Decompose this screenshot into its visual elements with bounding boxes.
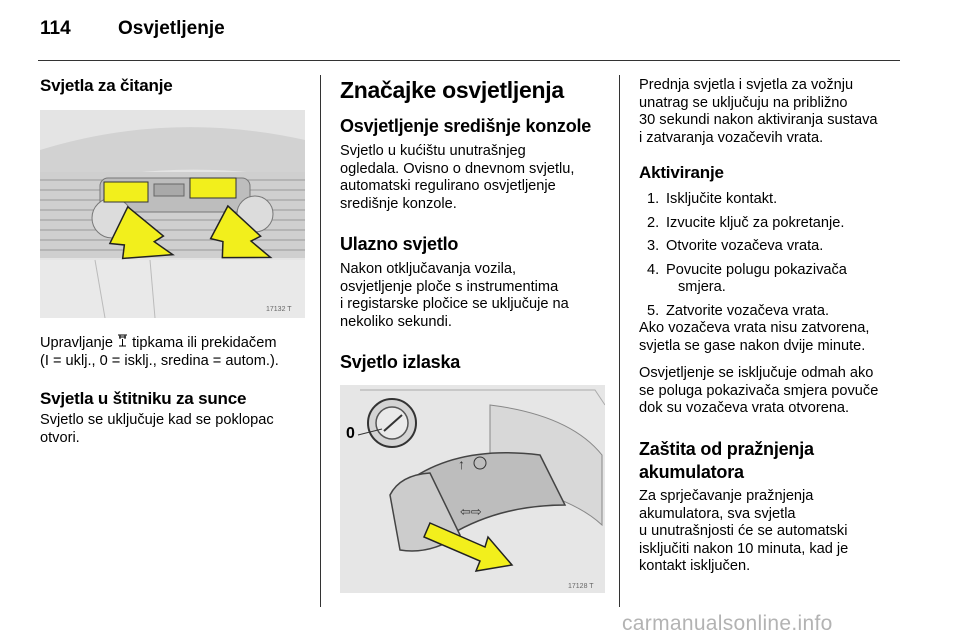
svg-text:↑: ↑ <box>458 456 465 472</box>
text-line: 30 sekundi nakon aktiviranja sustava <box>639 112 878 129</box>
text-line: otvori. <box>40 429 80 446</box>
column-divider-2 <box>619 75 620 607</box>
watermark: carmanualsonline.info <box>622 612 833 635</box>
text-line: Prednja svjetla i svjetla za vožnju <box>639 77 854 93</box>
figure-code: 17128 T <box>568 583 594 590</box>
svg-text:⇦⇨: ⇦⇨ <box>460 504 482 519</box>
heading-line: akumulatora <box>639 462 744 482</box>
text-line: unatrag se uključuju na približno <box>639 94 848 111</box>
heading-lighting-features: Značajke osvjetljenja <box>340 77 564 103</box>
text-line: Svjetlo u kućištu unutrašnjeg <box>340 143 526 159</box>
text-line: Ako vozačeva vrata nisu zatvorena, <box>639 320 870 336</box>
reading-light-icon <box>117 334 128 347</box>
text-line: svjetla se gase nakon dvije minute. <box>639 337 866 354</box>
heading-battery-protection <box>639 438 814 484</box>
text-line: središnje konzole. <box>340 195 457 212</box>
list-item: 4. Povucite polugu pokazivača smjera. <box>647 261 847 296</box>
heading-reading-lights: Svjetla za čitanje <box>40 76 173 95</box>
page-title: Osvjetljenje <box>118 18 225 39</box>
paragraph-battery-protection <box>639 488 909 576</box>
text-line: se poluga pokazivača smjera povuče <box>639 382 879 399</box>
text-line: kontakt isključen. <box>639 558 751 575</box>
paragraph-reading-lights <box>40 334 315 370</box>
heading-sunvisor-lights: Svjetla u štitniku za sunce <box>40 389 247 408</box>
figure-label-zero: 0 <box>346 425 355 442</box>
paragraph-switch-off <box>639 365 909 418</box>
list-item: 5. Zatvorite vozačeva vrata. <box>647 302 830 319</box>
text-line: dok su vozačeva vrata otvorena. <box>639 400 850 417</box>
header-rule <box>38 60 900 61</box>
figure-code: 17132 T <box>266 306 292 313</box>
reading-lights-illustration <box>40 110 305 318</box>
text-line: i zatvaranja vozačevih vrata. <box>639 129 824 146</box>
list-item: 1. Isključite kontakt. <box>647 191 778 207</box>
text-line: nekoliko sekundi. <box>340 313 452 330</box>
indicator-stalk-illustration <box>340 385 605 593</box>
list-item: 3. Otvorite vozačeva vrata. <box>647 238 824 255</box>
paragraph-console-lighting <box>340 143 615 213</box>
text-line: Osvjetljenje se isključuje odmah ako <box>639 365 874 381</box>
figure-reading-lights <box>40 110 305 318</box>
list-item: 2. Izvucite ključ za pokretanje. <box>647 214 845 231</box>
text-line: (I = uklj., 0 = isklj., sredina = autom.). <box>40 352 279 369</box>
text-line: i registarske pločice se uključuje na <box>340 296 569 313</box>
paragraph-door-open <box>639 320 909 355</box>
text-line: ogledala. Ovisno o dnevnom svjetlu, <box>340 160 575 177</box>
paragraph-sunvisor-lights <box>40 412 315 447</box>
page-number: 114 <box>40 18 71 39</box>
figure-exit-lighting <box>340 385 605 593</box>
heading-exit-lighting: Svjetlo izlaska <box>340 352 461 372</box>
text-line: isključiti nakon 10 minuta, kad je <box>639 540 849 557</box>
text-line: u unutrašnjosti će se automatski <box>639 523 848 540</box>
text-line: Upravljanje tipkama ili prekidačem <box>40 335 277 351</box>
heading-console-lighting: Osvjetljenje središnje konzole <box>340 116 592 136</box>
column-divider-1 <box>320 75 321 607</box>
heading-line: Zaštita od pražnjenja <box>639 439 814 459</box>
text-line: osvjetljenje ploče s instrumentima <box>340 278 559 295</box>
text-line: Svjetlo se uključuje kad se poklopac <box>40 412 274 428</box>
paragraph-entry-lighting <box>340 261 615 331</box>
heading-entry-lighting: Ulazno svjetlo <box>340 234 459 254</box>
text-line: Za sprječavanje pražnjenja <box>639 488 814 504</box>
text-line: automatski regulirano osvjetljenje <box>340 178 556 195</box>
activation-steps-list <box>639 191 909 327</box>
text-line: Nakon otključavanja vozila, <box>340 261 517 277</box>
heading-activation: Aktiviranje <box>639 163 724 182</box>
text-line: akumulatora, sva svjetla <box>639 505 796 522</box>
paragraph-exit-intro <box>639 77 909 147</box>
